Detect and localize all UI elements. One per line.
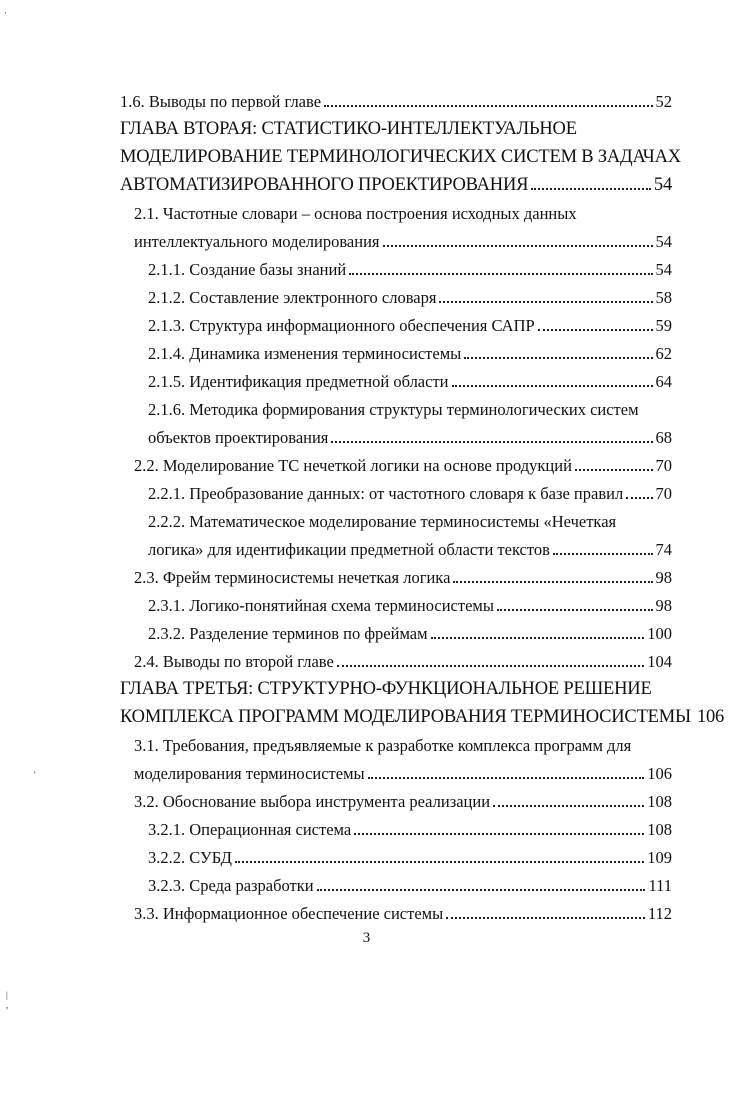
toc-entry-text: 3.2.2. СУБД [148, 848, 232, 867]
toc-entry [148, 308, 672, 336]
toc-chapter-heading [120, 699, 725, 727]
toc-entry [134, 644, 672, 672]
toc-entry [134, 728, 672, 756]
dot-leader [337, 665, 644, 667]
toc-entry-text: 2.1. Частотные словари – основа построения исходных данных [134, 204, 577, 223]
toc-entry-page: 109 [647, 848, 672, 867]
toc-entry-page: 100 [647, 624, 672, 643]
toc-entry-text: 3.2. Обоснование выбора инструмента реализации [134, 792, 491, 811]
toc-entry-page: 70 [655, 484, 672, 503]
dot-leader [368, 777, 645, 779]
toc-entry-text: 2.1.4. Динамика изменения терминосистемы [148, 344, 462, 363]
toc-chapter-heading [120, 671, 672, 699]
toc-entry-text: 2.3.1. Логико-понятийная схема терминосистемы [148, 596, 494, 615]
dot-leader [497, 609, 653, 611]
toc-entry-page: 62 [655, 344, 672, 363]
dot-leader [575, 469, 653, 471]
toc-entry-text: КОМПЛЕКСА ПРОГРАММ МОДЕЛИРОВАНИЯ ТЕРМИНОСИСТЕМЫ [120, 707, 691, 727]
scan-mark: , [6, 1000, 9, 1010]
toc-entry [134, 784, 672, 812]
toc-entry-page: 106 [696, 707, 725, 727]
toc-entry-page: 68 [655, 428, 672, 447]
toc-entry-page: 70 [655, 456, 672, 475]
toc-entry [148, 336, 672, 364]
dot-leader [538, 329, 653, 331]
toc-entry-text: интеллектуального моделирования [134, 232, 380, 251]
dot-leader [317, 889, 646, 891]
toc-entry-page: 104 [647, 652, 672, 671]
toc-entry-page: 59 [655, 316, 672, 335]
toc-entry [148, 504, 672, 532]
toc-entry-page: 111 [648, 876, 672, 895]
toc-entry-text: 2.1.5. Идентификация предметной области [148, 372, 449, 391]
scan-mark: ' [34, 770, 36, 780]
toc-entry-text: МОДЕЛИРОВАНИЕ ТЕРМИНОЛОГИЧЕСКИХ СИСТЕМ В ЗАДАЧАХ [120, 147, 681, 167]
toc-entry [134, 560, 672, 588]
scan-mark: | [6, 990, 8, 1000]
page-number: 3 [362, 930, 371, 946]
toc-entry-text: 2.1.1. Создание базы знаний [148, 260, 347, 279]
toc-entry-page: 106 [647, 764, 672, 783]
dot-leader [553, 553, 653, 555]
toc-entry-page: 108 [647, 792, 672, 811]
scan-mark: · [4, 8, 7, 18]
toc-entry [134, 196, 672, 224]
toc-entry-text: 3.2.3. Среда разработки [148, 876, 314, 895]
toc-entry-text: 1.6. Выводы по первой главе [120, 92, 322, 111]
toc-chapter-heading [120, 167, 672, 195]
toc-entry-page: 54 [655, 260, 672, 279]
toc-entry [148, 588, 672, 616]
dot-leader [626, 497, 652, 499]
toc-entry-page: 52 [655, 92, 672, 111]
dot-leader [324, 105, 652, 107]
dot-leader [331, 441, 652, 443]
toc-entry [134, 224, 672, 252]
toc-entry-page: 74 [655, 540, 672, 559]
dot-leader [452, 385, 653, 387]
toc-entry-text: логика» для идентификации предметной области текстов [148, 540, 550, 559]
toc-entry-page: 54 [653, 175, 672, 195]
toc-entry-text: моделирования терминосистемы [134, 764, 365, 783]
toc-entry [148, 476, 672, 504]
toc-entry [148, 420, 672, 448]
toc-entry-text: АВТОМАТИЗИРОВАННОГО ПРОЕКТИРОВАНИЯ [120, 175, 529, 195]
toc-entry [134, 896, 672, 924]
toc-entry [148, 616, 672, 644]
dot-leader [431, 637, 645, 639]
toc-entry-text: 2.1.6. Методика формирования структуры терминологических систем [148, 400, 639, 419]
toc-entry-text: объектов проектирования [148, 428, 329, 447]
toc-entry [148, 840, 672, 868]
toc-entry [148, 532, 672, 560]
toc-entry-text: 2.1.2. Составление электронного словаря [148, 288, 437, 307]
toc-entry [148, 868, 672, 896]
dot-leader [439, 301, 652, 303]
toc-entry-page: 98 [655, 596, 672, 615]
toc-entry [148, 812, 672, 840]
toc-entry-page: 112 [647, 904, 672, 923]
dot-leader [464, 357, 652, 359]
toc-entry-text: 2.2. Моделирование ТС нечеткой логики на основе продукций [134, 456, 572, 475]
toc-entry [148, 280, 672, 308]
toc-entry [148, 392, 672, 420]
toc-entry-text: 2.2.2. Математическое моделирование терминосистемы «Нечеткая [148, 512, 617, 531]
toc-entry [148, 364, 672, 392]
toc-entry-text: 2.3. Фрейм терминосистемы нечеткая логика [134, 568, 451, 587]
toc-entry-text: 2.3.2. Разделение терминов по фреймам [148, 624, 428, 643]
toc-entry-text: ГЛАВА ТРЕТЬЯ: СТРУКТУРНО-ФУНКЦИОНАЛЬНОЕ РЕШЕНИЕ [120, 679, 652, 699]
dot-leader [453, 581, 652, 583]
toc-entry-page: 64 [655, 372, 672, 391]
dot-leader [354, 833, 644, 835]
toc-entry-text: 3.3. Информационное обеспечение системы [134, 904, 444, 923]
toc-entry-text: 2.4. Выводы по второй главе [134, 652, 334, 671]
dot-leader [383, 245, 653, 247]
toc-entry [148, 252, 672, 280]
dot-leader [235, 861, 644, 863]
toc-entry [120, 84, 672, 112]
toc-entry [134, 448, 672, 476]
toc-entry-page: 58 [655, 288, 672, 307]
toc-entry-text: 2.2.1. Преобразование данных: от частотного словаря к базе правил [148, 484, 624, 503]
dot-leader [446, 917, 645, 919]
toc-chapter-heading [120, 111, 672, 139]
toc-chapter-heading [120, 139, 680, 167]
toc-entry-text: 3.2.1. Операционная система [148, 820, 352, 839]
dot-leader [349, 273, 652, 275]
toc-entry-page: 108 [647, 820, 672, 839]
dot-leader [493, 805, 644, 807]
dot-leader [531, 188, 651, 190]
toc-entry-text: 2.1.3. Структура информационного обеспечения САПР [148, 316, 535, 335]
toc-entry-page: 54 [655, 232, 672, 251]
toc-entry-text: ГЛАВА ВТОРАЯ: СТАТИСТИКО-ИНТЕЛЛЕКТУАЛЬНОЕ [120, 119, 577, 139]
toc-entry-page: 98 [655, 568, 672, 587]
toc-entry-text: 3.1. Требования, предъявляемые к разработке комплекса программ для [134, 736, 632, 755]
toc-entry [134, 756, 672, 784]
